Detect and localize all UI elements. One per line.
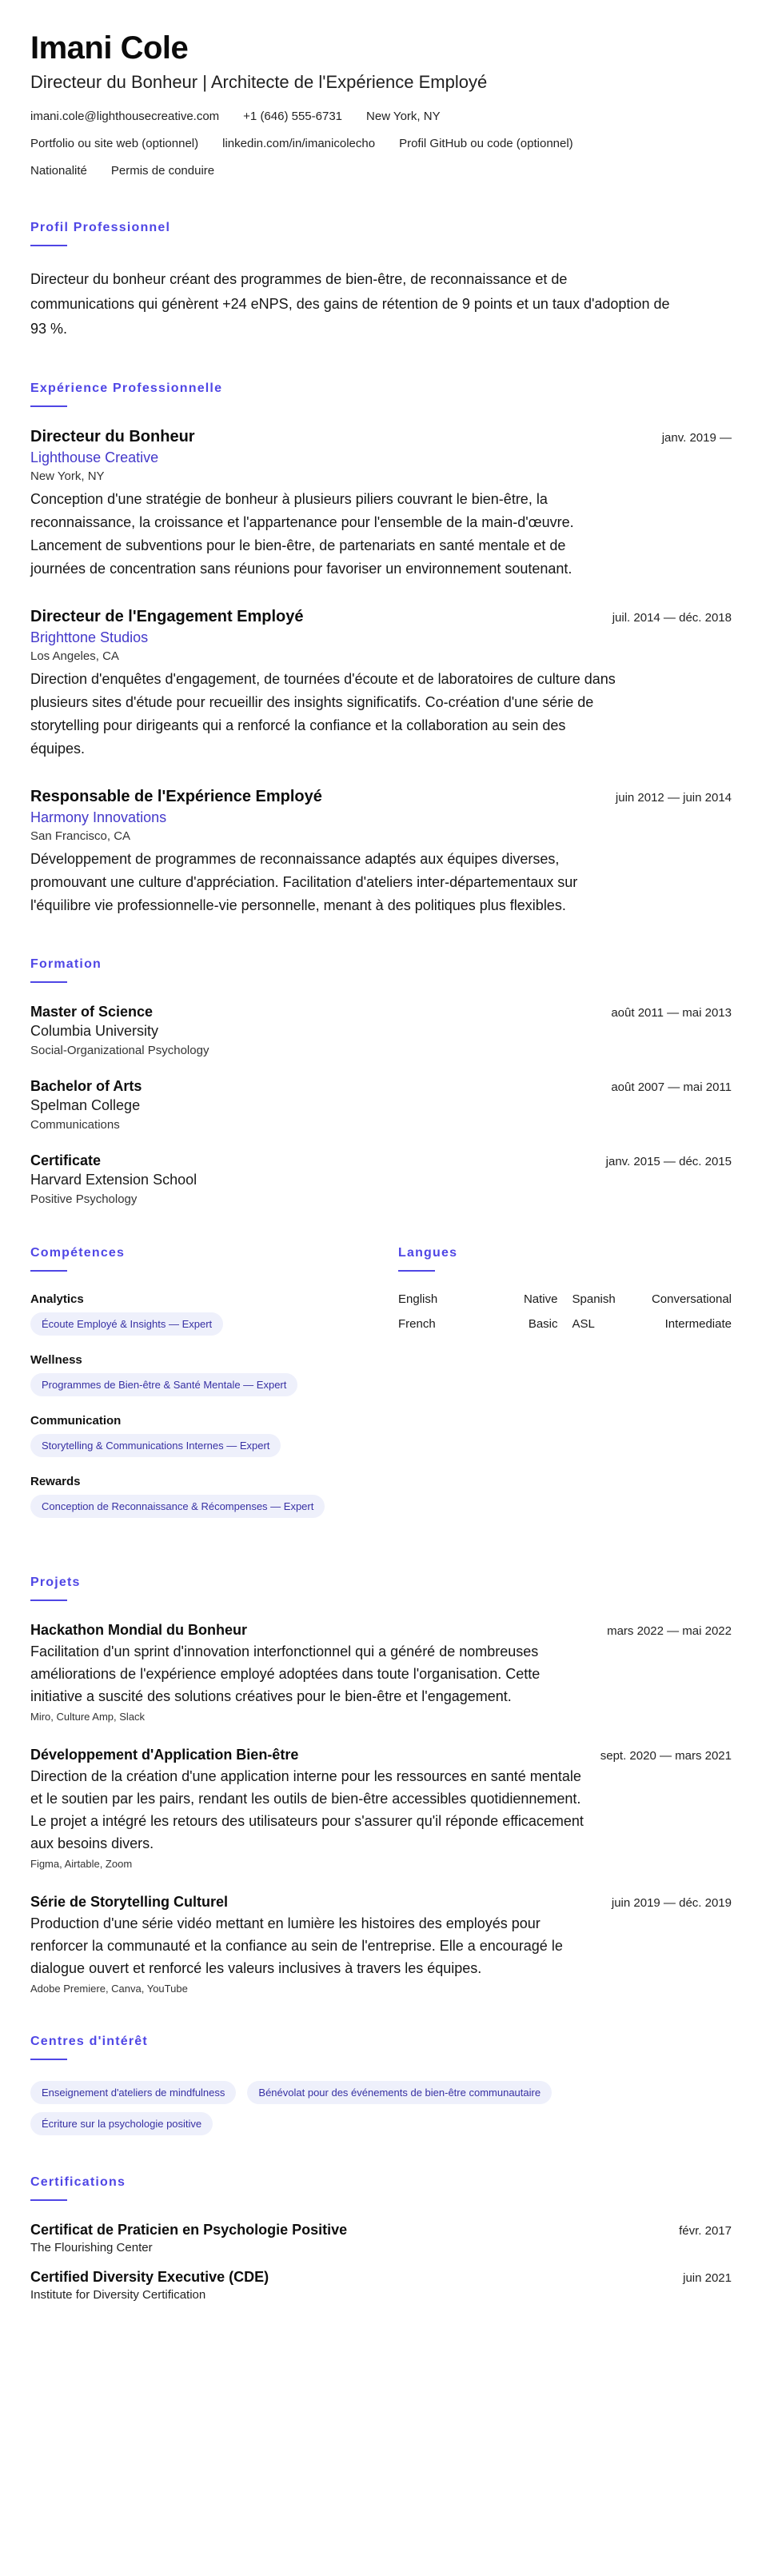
certification-issuer: The Flourishing Center [30, 2241, 153, 2254]
skill-pill: Écoute Employé & Insights — Expert [30, 1312, 223, 1336]
section-title: Formation [30, 957, 102, 971]
education-section [30, 957, 732, 1206]
skill-group [30, 1414, 358, 1457]
skill-pill: Programmes de Bien-être & Santé Mentale — Expert [30, 1373, 297, 1396]
section-divider [30, 2059, 67, 2060]
language-name: French [398, 1317, 436, 1331]
education-entry [30, 1152, 732, 1206]
section-title: Compétences [30, 1246, 126, 1260]
project-dates: mars 2022 — mai 2022 [607, 1624, 732, 1638]
language-item [572, 1292, 732, 1306]
contact-row-extra [30, 162, 732, 181]
skill-group [30, 1475, 358, 1518]
project-title: Développement d'Application Bien-être [30, 1747, 299, 1763]
job-dates: janv. 2019 — [661, 431, 732, 445]
project-description: Facilitation d'un sprint d'innovation interfonctionnel qui a généré de nombreuses améliorations de l'expérience employé adoptées dans toute l'organisation. Cette initiative a suscité des solutions créatives pour le bien-être et l'engagement. [30, 1643, 541, 1704]
section-divider [30, 981, 67, 983]
certification-date: févr. 2017 [679, 2224, 732, 2238]
section-title: Expérience Professionnelle [30, 381, 223, 395]
language-item [398, 1292, 558, 1306]
section-title: Profil Professionnel [30, 221, 171, 234]
languages-section [398, 1246, 732, 1536]
skill-group [30, 1353, 358, 1396]
skill-category: Wellness [30, 1353, 82, 1367]
interest-pill: Bénévolat pour des événements de bien-être communautaire [247, 2081, 552, 2104]
project-title: Série de Storytelling Culturel [30, 1894, 229, 1910]
job-dates: juil. 2014 — déc. 2018 [612, 611, 732, 625]
section-divider [398, 1270, 435, 1272]
contact-row-primary [30, 107, 732, 126]
project-dates: sept. 2020 — mars 2021 [600, 1749, 732, 1763]
project-tools: Figma, Airtable, Zoom [30, 1858, 133, 1870]
section-title: Certifications [30, 2175, 126, 2189]
nationality-text: Nationalité [30, 164, 87, 178]
language-item [398, 1317, 558, 1331]
language-level: Intermediate [664, 1317, 732, 1331]
experience-entry [30, 788, 732, 917]
phone-text: +1 (646) 555-6731 [243, 110, 343, 123]
section-title: Centres d'intérêt [30, 2035, 148, 2048]
certification-entry [30, 2269, 732, 2302]
section-title: Langues [398, 1246, 458, 1260]
education-dates: janv. 2015 — déc. 2015 [605, 1155, 732, 1168]
certifications-section [30, 2175, 732, 2302]
field-of-study: Positive Psychology [30, 1192, 138, 1206]
portfolio-link[interactable]: Portfolio ou site web (optionnel) [30, 137, 199, 150]
job-title: Directeur de l'Engagement Employé [30, 608, 304, 625]
skill-pill: Storytelling & Communications Internes — Expert [30, 1434, 281, 1457]
project-entry [30, 1622, 732, 1723]
project-tools: Adobe Premiere, Canva, YouTube [30, 1983, 188, 1995]
skills-languages-row [30, 1246, 732, 1536]
project-title: Hackathon Mondial du Bonheur [30, 1622, 248, 1638]
candidate-name: Imani Cole [30, 30, 189, 66]
education-entry [30, 1078, 732, 1132]
project-entry [30, 1894, 732, 1995]
interest-pill: Enseignement d'ateliers de mindfulness [30, 2081, 236, 2104]
resume-header [30, 29, 732, 181]
skill-category: Communication [30, 1414, 122, 1428]
skill-group [30, 1292, 358, 1336]
experience-entry [30, 428, 732, 581]
experience-entry [30, 608, 732, 761]
skills-section [30, 1246, 358, 1536]
certification-date: juin 2021 [683, 2271, 732, 2285]
language-level: Basic [528, 1317, 558, 1331]
project-tools: Miro, Culture Amp, Slack [30, 1711, 146, 1723]
language-item [572, 1317, 732, 1331]
section-divider [30, 1270, 67, 1272]
section-divider [30, 245, 67, 246]
school-name: Spelman College [30, 1097, 141, 1113]
certification-title: Certified Diversity Executive (CDE) [30, 2269, 269, 2285]
skill-category: Rewards [30, 1475, 81, 1488]
project-description: Direction de la création d'une application interne pour les ressources en santé mentale et le soutien par les pairs, rendant les outils de bien-être accessibles quotidiennement. Le projet a intégré les retours des utilisateurs pour s'assurer qu'il réponde efficacement aux besoins divers. [30, 1768, 584, 1851]
certification-issuer: Institute for Diversity Certification [30, 2288, 206, 2302]
job-location: San Francisco, CA [30, 829, 131, 843]
degree-title: Bachelor of Arts [30, 1078, 142, 1094]
section-divider [30, 1600, 67, 1601]
candidate-headline: Directeur du Bonheur | Architecte de l'Expérience Employé [30, 72, 488, 92]
project-description: Production d'une série vidéo mettant en lumière les histoires des employés pour renforcer la communauté et la confiance au sein de l'entreprise. Elle a encouragé le dialogue ouvert et renforcé les valeurs inclusives à travers les équipes. [30, 1915, 563, 1976]
job-location: New York, NY [30, 469, 105, 483]
job-description: Conception d'une stratégie de bonheur à plusieurs piliers couvrant le bien-être, la reconnaissance, la croissance et l'appartenance pour l'ensemble de la main-d'œuvre. Lancement de subventions pour le bien-être, de partenariats en santé mentale et de journées de concentration sans réunions pour favoriser un environnement soutenant. [30, 491, 574, 577]
job-description: Développement de programmes de reconnaissance adaptés aux équipes diverses, promouvant une culture d'appréciation. Facilitation d'ateliers inter-départementaux sur l'équilibre vie professionnelle-vie personnelle, menant à des politiques plus flexibles. [30, 851, 578, 913]
job-location: Los Angeles, CA [30, 649, 119, 663]
experience-section [30, 381, 732, 917]
project-dates: juin 2019 — déc. 2019 [611, 1896, 732, 1910]
contact-row-links [30, 134, 732, 154]
interests-section [30, 2035, 732, 2135]
profile-section [30, 221, 732, 341]
github-link[interactable]: Profil GitHub ou code (optionnel) [399, 137, 573, 150]
job-dates: juin 2012 — juin 2014 [615, 791, 732, 805]
language-level: Conversational [651, 1292, 732, 1306]
section-title: Projets [30, 1576, 81, 1589]
job-description: Direction d'enquêtes d'engagement, de tournées d'écoute et de laboratoires de culture dans plusieurs sites d'étude pour recueillir des insights significatifs. Co-création d'une série de storytelling pour dirigeants qui a renforcé la confiance et la collaboration au sein des équipes. [30, 671, 616, 757]
skill-category: Analytics [30, 1292, 84, 1306]
company-name: Lighthouse Creative [30, 449, 159, 465]
company-name: Brighttone Studios [30, 629, 149, 645]
field-of-study: Social-Organizational Psychology [30, 1044, 209, 1057]
school-name: Harvard Extension School [30, 1172, 197, 1188]
education-dates: août 2011 — mai 2013 [611, 1006, 732, 1020]
linkedin-link[interactable]: linkedin.com/in/imanicolecho [222, 137, 376, 150]
school-name: Columbia University [30, 1023, 159, 1039]
field-of-study: Communications [30, 1118, 120, 1132]
education-dates: août 2007 — mai 2011 [611, 1080, 732, 1094]
language-name: English [398, 1292, 438, 1306]
license-text: Permis de conduire [110, 164, 215, 178]
company-name: Harmony Innovations [30, 809, 167, 825]
language-name: Spanish [572, 1292, 616, 1306]
project-entry [30, 1747, 732, 1870]
profile-summary: Directeur du bonheur créant des programmes de bien-être, de reconnaissance et de communications qui génèrent +24 eNPS, des gains de rétention de 9 points et un taux d'adoption de 93 %. [30, 271, 670, 337]
location-text: New York, NY [366, 110, 441, 123]
language-name: ASL [572, 1317, 595, 1331]
language-level: Native [523, 1292, 558, 1306]
section-divider [30, 2199, 67, 2201]
degree-title: Certificate [30, 1152, 102, 1168]
interest-pill: Écriture sur la psychologie positive [30, 2112, 213, 2135]
email-link[interactable]: imani.cole@lighthousecreative.com [30, 110, 220, 123]
job-title: Responsable de l'Expérience Employé [30, 788, 322, 805]
certification-title: Certificat de Praticien en Psychologie Positive [30, 2222, 348, 2238]
section-divider [30, 405, 67, 407]
degree-title: Master of Science [30, 1004, 154, 1020]
projects-section [30, 1576, 732, 1995]
education-entry [30, 1004, 732, 1057]
certification-entry [30, 2222, 732, 2254]
skill-pill: Conception de Reconnaissance & Récompenses — Expert [30, 1495, 325, 1518]
job-title: Directeur du Bonheur [30, 428, 195, 445]
